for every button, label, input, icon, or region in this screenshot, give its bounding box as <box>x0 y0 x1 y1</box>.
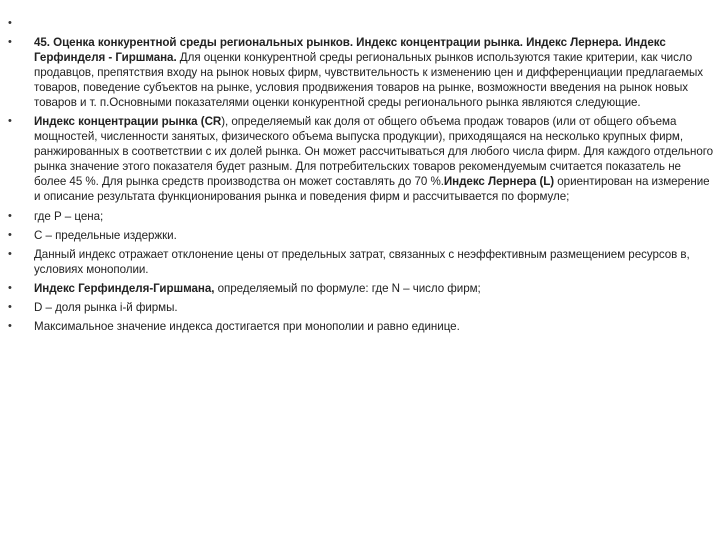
list-item <box>8 319 714 334</box>
list-item <box>8 228 714 243</box>
list-item <box>8 114 714 204</box>
paragraph-text: где Р – цена; <box>34 210 104 223</box>
paragraph-text: ), определяемый как доля от общего объема продаж товаров (или от общего объема мощностей, численности занятых, физического объема выпуска продукции), приходящаяся на несколько крупных фирм, ранжированных в соответствии с их долей рынка. Он может рассчитываться для любого числа фирм. Для каждого отдельного рынка значение этого показателя будет разным. Для потребительских товаров рекомендуемым считается показатель не более 45 %. Для рынка средств производства он может составлять до 70 %. <box>34 115 714 188</box>
bullet-icon: • <box>8 320 12 332</box>
term-herfindahl-index: Индекс Герфинделя-Гиршмана, <box>34 282 215 295</box>
term-lerner-index: Индекс Лернера (L) <box>443 175 555 188</box>
bullet-list <box>8 16 714 334</box>
paragraph-text: Для оценки конкурентной среды региональных рынков используются такие критерии, как число продавцов, препятствия входу на рынок новых фирм, чувствительность к изменению цен и дифференциации предлагаемых товаров, поведение субъектов на рынке, условия продвижения товаров на рынке, возможности введения на рынок новых товаров и т. п.Основными показателями оценки конкурентной среды регионального рынка являются следующие. <box>34 51 704 109</box>
paragraph-text: Максимальное значение индекса достигается при монополии и равно единице. <box>34 320 460 333</box>
bullet-icon: • <box>8 210 12 222</box>
term-cr-abbrev: CR <box>204 115 222 128</box>
paragraph-text: Данный индекс отражает отклонение цены от предельных затрат, связанных с неэффективным размещением ресурсов в, условиях монополии. <box>34 248 690 276</box>
list-item <box>8 209 714 224</box>
bullet-icon: • <box>8 248 12 260</box>
bullet-icon: • <box>8 282 12 294</box>
list-item <box>8 247 714 277</box>
list-item <box>8 35 714 110</box>
paragraph-text: D – доля рынка i-й фирмы. <box>34 301 178 314</box>
term-concentration-index: Индекс концентрации рынка ( <box>34 115 205 128</box>
paragraph-text: С – предельные издержки. <box>34 229 177 242</box>
bullet-icon: • <box>8 17 12 29</box>
list-item <box>8 281 714 296</box>
bullet-icon: • <box>8 301 12 313</box>
bullet-icon: • <box>8 36 12 48</box>
list-item <box>8 300 714 315</box>
paragraph-text: определяемый по формуле: где N – число фирм; <box>214 282 481 295</box>
paragraph-text: ориентирован на измерение и описание результата функционирования рынка и поведения фирм и рассчитывается по формуле; <box>34 175 710 203</box>
list-item <box>8 16 714 31</box>
section-heading: 45. Оценка конкурентной среды региональных рынков. Индекс концентрации рынка. Индекс Лернера. Индекс Герфинделя - Гиршмана. <box>34 36 666 64</box>
bullet-icon: • <box>8 229 12 241</box>
bullet-icon: • <box>8 115 12 127</box>
